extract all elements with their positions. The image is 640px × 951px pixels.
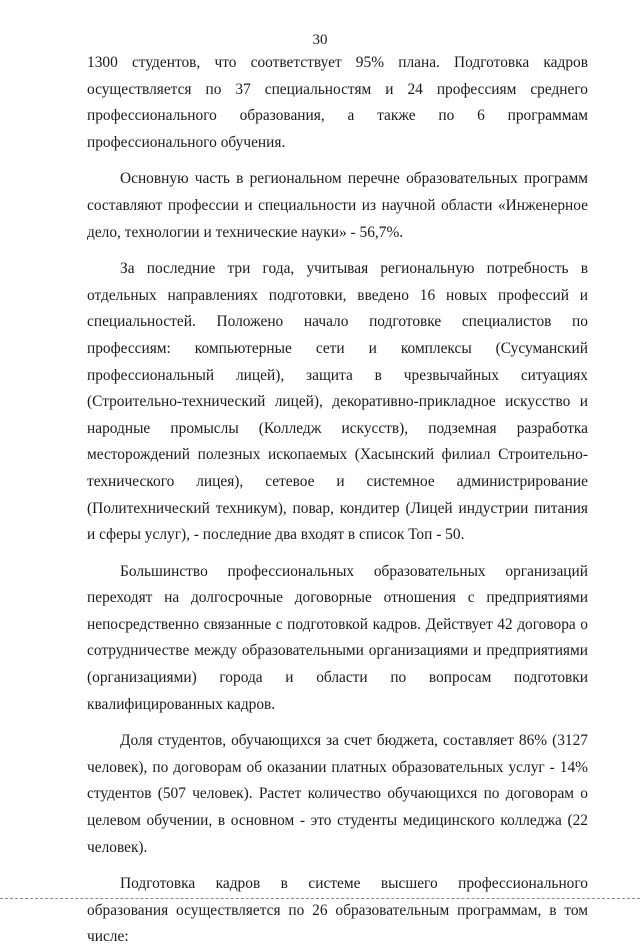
paragraph: Большинство профессиональных образовательных организаций переходят на долгосрочные договорные отношения с предприятиями непосредственно связанные с подготовкой кадров. Действует 42 договора о сотрудничестве между образовательными организациями и предприятиями (организациями) города и области по вопросам подготовки квалифицированных кадров. <box>87 562 588 713</box>
paragraph: Подготовка кадров в системе высшего профессионального образования осуществляется по 26 образовательным программам, в том числе: <box>87 875 588 946</box>
page-bottom-edge <box>0 898 640 899</box>
paragraph: Доля студентов, обучающихся за счет бюджета, составляет 86% (3127 человек), по договорам об оказании платных образовательных услуг - 14% студентов (507 человек). Растет количество обучающихся по договорам о целевом обучении, в основном - это студенты медицинского колледжа (22 человек). <box>87 732 588 856</box>
document-body <box>87 50 588 951</box>
paragraph: Основную часть в региональном перечне образовательных программ составляют профессии и специальности из научной области «Инженерное дело, технологии и технические науки» - 56,7%. <box>87 170 588 241</box>
paragraph: За последние три года, учитывая региональную потребность в отдельных направлениях подготовки, введено 16 новых профессий и специальностей. Положено начало подготовке специалистов по профессиям: компьютерные сети и комплексы (Сусуманский профессиональный лицей), защита в чрезвычайных ситуациях (Строительно-технический лицей), декоративно-прикладное искусство и народные промыслы (Колледж искусств), подземная разработка месторождений полезных ископаемых (Хасынский филиал Строительно-технического лицея), сетевое и системное администрирование (Политехнический техникум), повар, кондитер (Лицей индустрии питания и сферы услуг), - последние два входят в список Топ - 50. <box>87 260 588 544</box>
page-number: 30 <box>312 32 328 48</box>
paragraph: 1300 студентов, что соответствует 95% плана. Подготовка кадров осуществляется по 37 специальностям и 24 профессиям среднего профессионального образования, а также по 6 программам профессионального обучения. <box>87 54 588 151</box>
